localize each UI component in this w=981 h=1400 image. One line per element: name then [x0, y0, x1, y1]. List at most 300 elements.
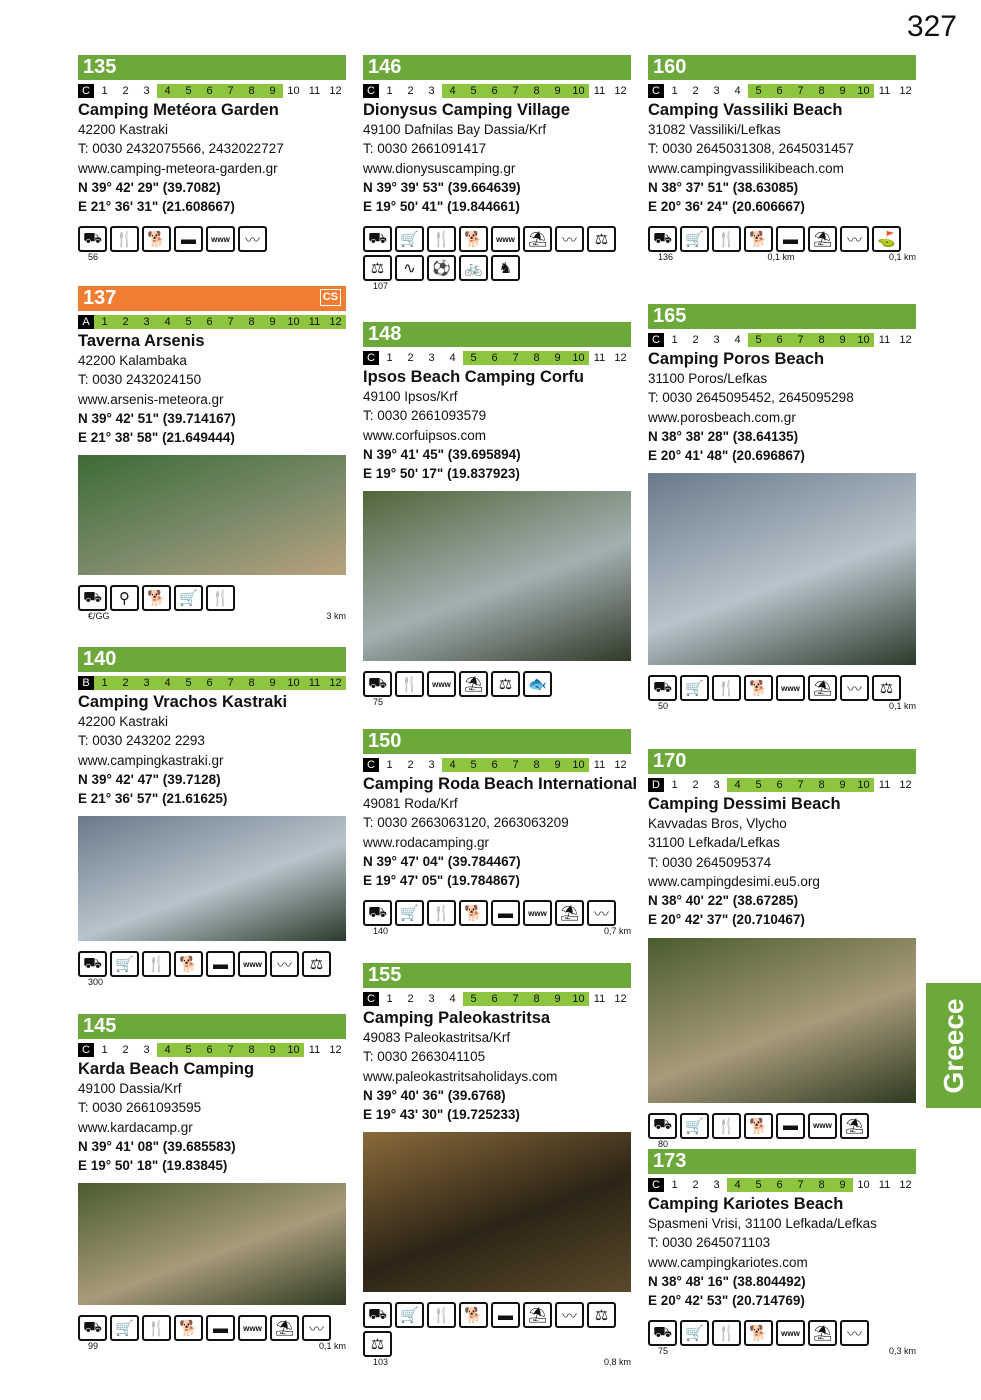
address-line: 31082 Vassiliki/Lefkas [648, 122, 781, 137]
longitude: E 21° 36' 31" (21.608667) [78, 199, 235, 215]
dog-icon: 🐕 [744, 675, 773, 701]
website[interactable]: www.campingkariotes.com [648, 1254, 808, 1270]
longitude: E 19° 50' 17" (19.837923) [363, 466, 520, 482]
cart-icon: 🛒 [110, 951, 139, 977]
dog-icon: 🐕 [459, 900, 488, 926]
month-11: 11 [878, 85, 891, 97]
campsite-name: Camping Poros Beach [648, 350, 825, 368]
caravan-icon: ⛟ [363, 1302, 392, 1328]
facility-icons [363, 226, 631, 281]
facility-notes [78, 252, 346, 263]
dog-icon: 🐕 [174, 1315, 203, 1341]
dog-icon: 🐕 [174, 951, 203, 977]
swim-icon: 〰 [840, 226, 869, 252]
category-badge: C [78, 1043, 94, 1057]
latitude: N 39° 42' 51" (39.714167) [78, 410, 236, 426]
month-6: 6 [769, 1178, 790, 1192]
category-badge: C [648, 1178, 664, 1192]
facility-notes [648, 252, 916, 263]
opening-months [363, 351, 631, 365]
swim-icon: 〰 [840, 675, 869, 701]
www-icon: www [776, 675, 805, 701]
website[interactable]: www.paleokastritsaholidays.com [363, 1068, 558, 1084]
beach-icon: ⛱ [523, 226, 552, 252]
month-3: 3 [713, 779, 720, 791]
opening-months [78, 315, 346, 329]
month-4: 4 [727, 778, 748, 792]
beach-icon: ⛱ [270, 1315, 299, 1341]
horse-icon: ♞ [491, 255, 520, 281]
facility-notes [648, 1346, 916, 1357]
month-10: 10 [287, 85, 300, 97]
caravan-icon: ⛟ [78, 226, 107, 252]
month-2: 2 [407, 352, 414, 364]
facility-icons [78, 226, 346, 252]
month-9: 9 [832, 84, 853, 98]
month-7: 7 [220, 676, 241, 690]
pitch-count: 99 [88, 1341, 99, 1352]
facility-notes [363, 697, 631, 708]
cart-icon: 🛒 [680, 675, 709, 701]
latitude: N 39° 40' 36" (39.6768) [363, 1087, 506, 1103]
website[interactable]: www.porosbeach.com.gr [648, 409, 796, 425]
caravan-icon: ⛟ [78, 951, 107, 977]
month-2: 2 [122, 1044, 129, 1056]
campsite-name: Camping Kariotes Beach [648, 1195, 844, 1213]
facility-notes [363, 281, 631, 292]
distance-note: 0,1 km [318, 1341, 346, 1352]
campsite-name: Camping Metéora Garden [78, 101, 279, 119]
month-3: 3 [136, 315, 157, 329]
month-12: 12 [899, 779, 912, 791]
month-12: 12 [614, 993, 627, 1005]
month-3: 3 [136, 676, 157, 690]
longitude: E 19° 47' 05" (19.784867) [363, 873, 520, 889]
month-7: 7 [220, 84, 241, 98]
month-7: 7 [505, 992, 526, 1006]
campsite-name: Camping Dessimi Beach [648, 795, 841, 813]
month-6: 6 [199, 84, 220, 98]
dog-icon: 🐕 [459, 226, 488, 252]
website[interactable]: www.campingdesimi.eu5.org [648, 873, 820, 889]
latitude: N 39° 41' 45" (39.695894) [363, 446, 521, 462]
month-9: 9 [832, 1178, 853, 1192]
swim-icon: 〰 [270, 951, 299, 977]
month-4: 4 [727, 1178, 748, 1192]
campsite-photo [78, 816, 346, 941]
telephone: T: 0030 2432024150 [78, 372, 202, 388]
playground-icon: ⚖ [587, 226, 616, 252]
month-5: 5 [748, 84, 769, 98]
month-2: 2 [407, 759, 414, 771]
month-8: 8 [811, 84, 832, 98]
campsite-entry [648, 304, 916, 712]
entry-number: 173 [648, 1149, 916, 1174]
latitude: N 39° 47' 04" (39.784467) [363, 853, 521, 869]
tent-icon: ▬ [491, 900, 520, 926]
address-line: 49083 Paleokastritsa/Krf [363, 1030, 511, 1045]
opening-months [648, 84, 916, 98]
cart-icon: 🛒 [680, 1320, 709, 1346]
ball-icon: ⚽ [427, 255, 456, 281]
month-4: 4 [449, 993, 456, 1005]
month-8: 8 [811, 778, 832, 792]
www-icon: www [238, 1315, 267, 1341]
category-badge: B [78, 676, 94, 690]
address-line: 49081 Roda/Krf [363, 796, 458, 811]
cs-badge: CS [320, 289, 341, 306]
month-11: 11 [878, 779, 891, 791]
entry-number: 137 CS [78, 286, 346, 311]
dog-icon: 🐕 [142, 226, 171, 252]
month-5: 5 [748, 1178, 769, 1192]
month-1: 1 [671, 334, 678, 346]
month-1: 1 [94, 315, 115, 329]
opening-months [363, 84, 631, 98]
www-icon: www [491, 226, 520, 252]
campsite-entry [78, 55, 346, 263]
month-9: 9 [262, 84, 283, 98]
longitude: E 21° 36' 57" (21.61625) [78, 791, 228, 807]
month-7: 7 [790, 333, 811, 347]
month-12: 12 [899, 85, 912, 97]
longitude: E 19° 50' 41" (19.844661) [363, 199, 520, 215]
beach-icon: ⛱ [459, 671, 488, 697]
facility-notes [78, 977, 346, 988]
address-line: Kavvadas Bros, Vlycho [648, 816, 787, 831]
month-1: 1 [386, 352, 393, 364]
telephone: T: 0030 243202 2293 [78, 733, 205, 749]
month-4: 4 [449, 352, 456, 364]
month-8: 8 [526, 758, 547, 772]
fish-icon: 🐟 [523, 671, 552, 697]
month-6: 6 [484, 84, 505, 98]
entry-number: 140 [78, 647, 346, 672]
month-3: 3 [143, 85, 150, 97]
month-5: 5 [748, 333, 769, 347]
address-line: 49100 Dassia/Krf [78, 1081, 182, 1096]
month-11: 11 [593, 759, 606, 771]
entry-number: 146 [363, 55, 631, 80]
month-5: 5 [463, 84, 484, 98]
campsite-entry [363, 55, 631, 292]
www-icon: www [427, 671, 456, 697]
campsite-entry [363, 322, 631, 708]
month-6: 6 [484, 992, 505, 1006]
month-11: 11 [304, 315, 325, 329]
month-3: 3 [713, 85, 720, 97]
month-10: 10 [283, 315, 304, 329]
month-7: 7 [790, 778, 811, 792]
dog-icon: 🐕 [459, 1302, 488, 1328]
cart-icon: 🛒 [680, 1113, 709, 1139]
opening-months [363, 992, 631, 1006]
campsite-entry [648, 55, 916, 263]
month-1: 1 [386, 759, 393, 771]
latitude: N 39° 42' 29" (39.7082) [78, 179, 221, 195]
month-1: 1 [101, 1044, 108, 1056]
entry-number: 145 [78, 1014, 346, 1039]
month-7: 7 [220, 315, 241, 329]
month-8: 8 [526, 992, 547, 1006]
pitch-count: 107 [373, 281, 389, 292]
month-4: 4 [734, 334, 741, 346]
month-6: 6 [199, 1043, 220, 1057]
month-11: 11 [308, 1044, 321, 1056]
campsite-entry [78, 647, 346, 988]
facility-notes [78, 1341, 346, 1352]
beach-icon: ⛱ [808, 1320, 837, 1346]
distance-note: 0,1 km [767, 252, 795, 263]
restaurant-icon: 🍴 [142, 951, 171, 977]
pitch-count: 75 [373, 697, 384, 708]
playground-icon: ⚖ [302, 951, 331, 977]
longitude: E 21° 38' 58" (21.649444) [78, 430, 235, 446]
swim-icon: 〰 [238, 226, 267, 252]
month-12: 12 [614, 85, 627, 97]
telephone: T: 0030 2432075566, 2432022727 [78, 141, 284, 157]
month-9: 9 [832, 778, 853, 792]
opening-months [648, 778, 916, 792]
facility-icons [648, 1320, 916, 1346]
month-5: 5 [178, 315, 199, 329]
cart-icon: 🛒 [395, 226, 424, 252]
restaurant-icon: 🍴 [206, 585, 235, 611]
cart-icon: 🛒 [174, 585, 203, 611]
tent-icon: ▬ [776, 1113, 805, 1139]
latitude: N 39° 39' 53" (39.664639) [363, 179, 521, 195]
month-10: 10 [568, 351, 589, 365]
facility-icons [78, 1315, 346, 1341]
tent-icon: ▬ [206, 1315, 235, 1341]
cart-icon: 🛒 [395, 1302, 424, 1328]
caravan-icon: ⛟ [648, 226, 677, 252]
month-5: 5 [178, 1043, 199, 1057]
campsite-name: Taverna Arsenis [78, 332, 205, 350]
month-4: 4 [442, 84, 463, 98]
month-2: 2 [115, 676, 136, 690]
month-11: 11 [878, 1179, 891, 1191]
month-1: 1 [101, 85, 108, 97]
website[interactable]: www.campingvassilikibeach.com [648, 160, 844, 176]
www-icon: www [808, 1113, 837, 1139]
campsite-name: Dionysus Camping Village [363, 101, 570, 119]
latitude: N 38° 38' 28" (38.64135) [648, 428, 799, 444]
month-2: 2 [692, 1179, 699, 1191]
website[interactable]: www.dionysuscamping.gr [363, 160, 516, 176]
cart-icon: 🛒 [110, 1315, 139, 1341]
longitude: E 19° 43' 30" (19.725233) [363, 1107, 520, 1123]
entry-number: 155 [363, 963, 631, 988]
month-11: 11 [593, 352, 606, 364]
campsite-entry [78, 1014, 346, 1352]
telephone: T: 0030 2645095452, 2645095298 [648, 390, 854, 406]
month-12: 12 [329, 85, 342, 97]
caravan-icon: ⛟ [78, 1315, 107, 1341]
swim-icon: 〰 [555, 1302, 584, 1328]
campsite-photo [648, 938, 916, 1103]
tent-icon: ▬ [206, 951, 235, 977]
month-4: 4 [157, 315, 178, 329]
month-2: 2 [692, 779, 699, 791]
month-7: 7 [220, 1043, 241, 1057]
www-icon: www [523, 900, 552, 926]
month-10: 10 [568, 992, 589, 1006]
month-1: 1 [671, 85, 678, 97]
campsite-photo [363, 1132, 631, 1292]
pitch-count: 140 [373, 926, 389, 937]
distance-note: 0,1 km [888, 701, 916, 712]
category-badge: C [363, 992, 379, 1006]
caravan-icon: ⛟ [363, 226, 392, 252]
swim-icon: 〰 [587, 900, 616, 926]
distance-note: 0,7 km [603, 926, 631, 937]
month-12: 12 [614, 352, 627, 364]
tent-icon: ▬ [174, 226, 203, 252]
month-2: 2 [407, 85, 414, 97]
month-1: 1 [671, 1179, 678, 1191]
website[interactable]: www.rodacamping.gr [363, 834, 490, 850]
address-line: 31100 Poros/Lefkas [648, 371, 768, 386]
category-badge: D [648, 778, 664, 792]
facility-notes [648, 701, 916, 712]
month-7: 7 [790, 1178, 811, 1192]
month-9: 9 [832, 333, 853, 347]
month-10: 10 [853, 333, 874, 347]
campsite-name: Camping Paleokastritsa [363, 1009, 551, 1027]
entry-number: 148 [363, 322, 631, 347]
campsite-name: Karda Beach Camping [78, 1060, 255, 1078]
facility-notes [363, 926, 631, 937]
page-number: 327 [906, 10, 957, 43]
website[interactable]: www.arsenis-meteora.gr [78, 391, 224, 407]
category-badge: C [363, 351, 379, 365]
website[interactable]: www.campingkastraki.gr [78, 752, 224, 768]
facility-icons [363, 900, 631, 926]
website[interactable]: www.corfuipsos.com [363, 427, 487, 443]
month-6: 6 [484, 351, 505, 365]
month-3: 3 [428, 85, 435, 97]
month-11: 11 [593, 85, 606, 97]
campsite-entry [78, 286, 346, 622]
longitude: E 20° 36' 24" (20.606667) [648, 199, 805, 215]
www-icon: www [206, 226, 235, 252]
campsite-name: Camping Roda Beach International [363, 775, 638, 793]
restaurant-icon: 🍴 [712, 1320, 741, 1346]
month-12: 12 [899, 1179, 912, 1191]
website[interactable]: www.kardacamp.gr [78, 1119, 193, 1135]
pitch-count: 50 [658, 701, 669, 712]
address-line: 42200 Kastraki [78, 714, 169, 729]
entry-number: 135 [78, 55, 346, 80]
telephone: T: 0030 2661093595 [78, 1100, 202, 1116]
cart-icon: 🛒 [680, 226, 709, 252]
facility-icons [648, 1113, 916, 1139]
month-11: 11 [304, 676, 325, 690]
longitude: E 20° 42' 37" (20.710467) [648, 912, 805, 928]
opening-months [78, 84, 346, 98]
month-2: 2 [407, 993, 414, 1005]
facility-icons [78, 585, 346, 611]
distance-note: 0,1 km [888, 252, 916, 263]
entry-number: 165 [648, 304, 916, 329]
campsite-entry [648, 1149, 916, 1357]
longitude: E 20° 42' 53" (20.714769) [648, 1293, 805, 1309]
restaurant-icon: 🍴 [712, 1113, 741, 1139]
month-8: 8 [526, 84, 547, 98]
month-8: 8 [241, 676, 262, 690]
month-10: 10 [857, 1179, 870, 1191]
address-line: Spasmeni Vrisi, 31100 Lefkada/Lefkas [648, 1216, 877, 1231]
address-line: 42200 Kalambaka [78, 353, 187, 368]
website[interactable]: www.camping-meteora-garden.gr [78, 160, 278, 176]
entry-number: 170 [648, 749, 916, 774]
campsite-photo [648, 473, 916, 665]
surf-icon: ∿ [395, 255, 424, 281]
telephone: T: 0030 2663041105 [363, 1049, 486, 1065]
opening-months [648, 1178, 916, 1192]
pitch-count: 80 [658, 1138, 669, 1149]
campsite-entry [363, 963, 631, 1368]
address-line: 42200 Kastraki [78, 122, 169, 137]
month-6: 6 [769, 84, 790, 98]
month-9: 9 [547, 758, 568, 772]
pitch-count: 103 [373, 1357, 389, 1368]
seesaw-icon: ⚖ [363, 255, 392, 281]
campsite-entry [648, 749, 916, 1150]
month-5: 5 [463, 758, 484, 772]
month-1: 1 [386, 993, 393, 1005]
www-icon: www [238, 951, 267, 977]
telephone: T: 0030 2645071103 [648, 1235, 771, 1251]
opening-months [648, 333, 916, 347]
facility-icons [78, 951, 346, 977]
month-5: 5 [463, 351, 484, 365]
month-8: 8 [241, 315, 262, 329]
telephone: T: 0030 2645095374 [648, 854, 772, 870]
pitch-count: 56 [88, 252, 99, 263]
month-9: 9 [262, 676, 283, 690]
category-badge: A [78, 315, 94, 329]
month-3: 3 [713, 334, 720, 346]
facility-notes [363, 1357, 631, 1368]
month-10: 10 [853, 778, 874, 792]
month-4: 4 [442, 758, 463, 772]
month-3: 3 [428, 759, 435, 771]
category-badge: C [648, 333, 664, 347]
playground-icon: ⚖ [587, 1302, 616, 1328]
beach-icon: ⛱ [808, 226, 837, 252]
month-3: 3 [428, 352, 435, 364]
month-6: 6 [484, 758, 505, 772]
campsite-photo [363, 491, 631, 661]
month-9: 9 [262, 1043, 283, 1057]
month-12: 12 [899, 334, 912, 346]
campsite-name: Camping Vrachos Kastraki [78, 693, 288, 711]
golf-icon: ⛳ [872, 226, 901, 252]
month-3: 3 [428, 993, 435, 1005]
opening-months [363, 758, 631, 772]
tent-icon: ▬ [491, 1302, 520, 1328]
restaurant-icon: 🍴 [395, 671, 424, 697]
pitch-count: 300 [88, 977, 104, 988]
month-12: 12 [325, 676, 346, 690]
seesaw-icon: ⚖ [363, 1331, 392, 1357]
address-line: 31100 Lefkada/Lefkas [648, 835, 780, 851]
month-8: 8 [526, 351, 547, 365]
month-2: 2 [692, 85, 699, 97]
month-10: 10 [568, 758, 589, 772]
